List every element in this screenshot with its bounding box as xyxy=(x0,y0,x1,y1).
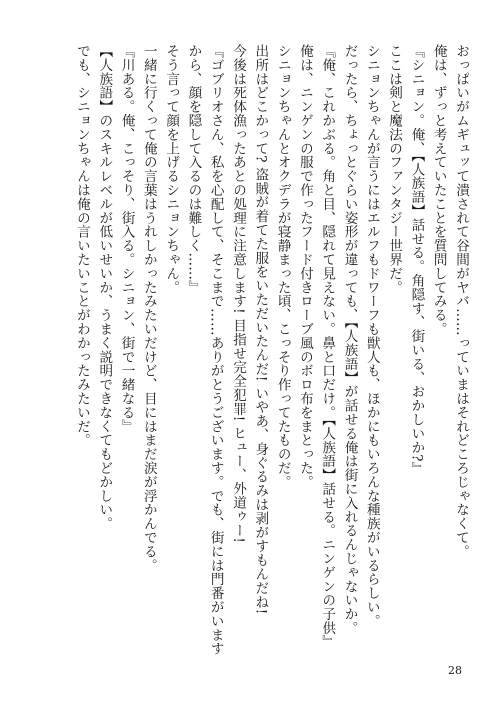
text-line: シニョンちゃんが言うにはエルフもドワーフも獣人も、ほかにもいろんな種族がいるらしい。 xyxy=(363,44,380,628)
text-line: 出所はどこかって? 盗賊が着てた服をいただいたんだ! いやあ、身ぐるみは剥がすもんだね! xyxy=(252,44,269,615)
text-line: 【人族語】のスキルレベルが低いせいか、うまく説明できなくてもどかしい。 xyxy=(96,44,113,531)
text-line: 一緒に行くって俺の言葉はうれしかったみたいだけど、目にはまだ涙が浮かんでる。 xyxy=(140,44,157,573)
text-line: 『川ある。俺、こっそり、街入る。シニョン、街で一緒なる』 xyxy=(118,44,135,434)
text-line: 『ゴブリオさん、私を心配して、そこまで……ありがとうございます。でも、街には門番がいます xyxy=(207,44,224,656)
text-line: 『シニョン。俺、【人族語】話せる。角隠す、街いる、おかしいか?』 xyxy=(408,44,425,476)
text-line: 『俺、これかぶる。角と目、隠れて見えない。鼻と口だけ。【人族語】話せる。ニンゲンの子供』 xyxy=(319,44,336,649)
text-line: おっぱいがムギュッて潰されて谷間がヤバ……っていまはそれどころじゃなくて。 xyxy=(453,44,469,559)
text-line: ここは剣と魔法のファンタジー世界だ。 xyxy=(386,44,403,295)
text-line: だったら、ちょっとぐらい姿形が違っても、【人族語】が話せる俺は街に入れるんじゃないか。 xyxy=(341,44,358,635)
text-line: そう言って顔を上げるシニョンちゃん。 xyxy=(163,44,180,295)
text-line: から、顔を隠して入るのは難しく……』 xyxy=(185,44,202,295)
text-line: 俺は、ニンゲンの服で作ったフード付きローブ風のボロ布をまとった。 xyxy=(296,44,313,489)
text-line: 俺は、ずっと考えていたことを質問してみる。 xyxy=(430,44,447,336)
text-line: シニョンちゃんとオクデラが寝静まった頃、こっそり作ってたものだ。 xyxy=(274,44,291,489)
vertical-body-text xyxy=(71,44,472,656)
text-line: 今後は死体漁ったあとの処理に注意します! 目指せ完全犯罪! ヒュー、外道ゥー! xyxy=(230,44,247,544)
page-number: 28 xyxy=(448,664,462,677)
text-line: でも、シニョンちゃんは俺の言いたいことがわかったみたいだ。 xyxy=(73,44,90,448)
